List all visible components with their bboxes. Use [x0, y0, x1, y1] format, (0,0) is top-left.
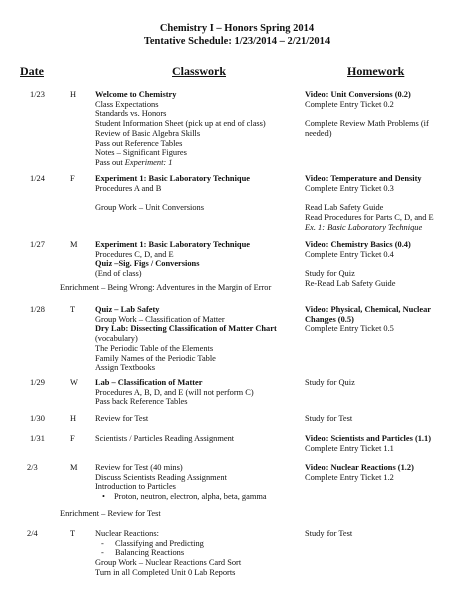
schedule-line [95, 119, 266, 129]
line-text: Introduction to Particles [95, 482, 176, 492]
schedule-line [95, 148, 266, 158]
schedule-line [305, 223, 434, 233]
line-text: Welcome to Chemistry [95, 90, 177, 99]
schedule-line [305, 378, 355, 388]
line-text: Video: Nuclear Reactions (1.2) [305, 463, 414, 472]
schedule-line [95, 378, 254, 388]
line-text: Quiz – Lab Safety [95, 305, 160, 314]
row-homework [305, 305, 431, 334]
line-text: Review of Basic Algebra Skills [95, 128, 201, 138]
row-classwork [95, 434, 234, 444]
line-text: Family Names of the Periodic Table [95, 353, 216, 363]
line-text: Procedures A, B, D, and E (will not perform C) [95, 387, 254, 397]
row-date: 1/30 [30, 414, 45, 423]
line-text: Re-Read Lab Safety Guide [305, 278, 396, 288]
line-text: Classifying and Predicting [115, 538, 204, 548]
schedule-line [305, 109, 429, 119]
schedule-line [305, 100, 429, 110]
schedule-line [95, 414, 148, 424]
schedule-line [305, 129, 429, 139]
schedule-line [95, 334, 277, 344]
line-text: Review for Test [95, 414, 149, 423]
schedule-line [305, 203, 434, 213]
schedule-line [95, 90, 266, 100]
line-text: Proton, neutron, electron, alpha, beta, gamma [114, 492, 267, 502]
line-text: Group Work – Nuclear Reactions Card Sort [95, 558, 242, 568]
line-text: Turn in all Completed Unit 0 Lab Reports [95, 567, 236, 577]
line-text: needed) [305, 128, 332, 138]
line-text: Study for Test [305, 414, 353, 423]
line-text: Read Lab Safety Guide [305, 203, 384, 213]
schedule-line [95, 324, 277, 334]
line-text: Video: Unit Conversions (0.2) [305, 90, 411, 99]
row-classwork [95, 305, 277, 373]
line-text: Video: Chemistry Basics (0.4) [305, 240, 411, 249]
line-text: Lab – Classification of Matter [95, 378, 203, 387]
line-text: Notes – Significant Figures [95, 148, 187, 158]
line-text: Procedures C, D, and E [95, 249, 174, 259]
row-classwork [95, 240, 250, 279]
row-day: T [70, 305, 76, 314]
schedule-line [95, 203, 250, 213]
schedule-line [95, 482, 267, 492]
schedule-line [305, 119, 429, 129]
enrichment-note: Enrichment – Review for Test [60, 509, 161, 518]
schedule-line [95, 434, 234, 444]
row-homework [305, 414, 352, 424]
line-text: Balancing Reactions [115, 548, 185, 558]
line-text: Student Information Sheet (pick up at end of class) [95, 119, 266, 129]
schedule-line [95, 109, 266, 119]
schedule-line [95, 539, 241, 549]
schedule-line [305, 259, 411, 269]
line-text: Study for Quiz [305, 269, 355, 279]
row-date: 1/23 [30, 90, 45, 99]
line-text: Study for Test [305, 529, 353, 538]
schedule-line [95, 184, 250, 194]
schedule-line [305, 279, 411, 289]
line-text: Complete Entry Ticket 1.1 [305, 443, 394, 453]
schedule-line [95, 463, 267, 473]
header-date: Date [20, 64, 44, 78]
line-text: The Periodic Table of the Elements [95, 343, 214, 353]
schedule-line [95, 473, 267, 483]
row-day: H [70, 90, 77, 99]
row-date: 2/3 [27, 463, 38, 472]
line-text: Procedures A and B [95, 183, 162, 193]
schedule-line [95, 315, 277, 325]
row-homework [305, 378, 355, 388]
line-text: Assign Textbooks [95, 363, 155, 373]
schedule-line [305, 305, 431, 315]
schedule-line [305, 213, 434, 223]
row-classwork [95, 414, 148, 424]
row-homework [305, 529, 352, 539]
schedule-line [305, 324, 431, 334]
line-text: Group Work – Classification of Matter [95, 314, 225, 324]
line-text: Complete Review Math Problems (if [305, 119, 429, 129]
line-italic-text: Experiment: 1 [124, 157, 173, 167]
schedule-line [95, 250, 250, 260]
row-day: F [70, 174, 75, 183]
row-classwork [95, 378, 254, 407]
line-text: Standards vs. Honors [95, 109, 167, 119]
line-text: Discuss Scientists Reading Assignment [95, 472, 227, 482]
row-day: H [70, 414, 77, 423]
schedule-line [305, 473, 414, 483]
schedule-line [95, 529, 241, 539]
schedule-line [95, 129, 266, 139]
line-text: Video: Temperature and Density [305, 174, 422, 183]
line-text: Read Procedures for Parts C, D, and E [305, 212, 434, 222]
line-text: Experiment 1: Basic Laboratory Technique [95, 240, 250, 249]
schedule-line [305, 90, 429, 100]
line-text: Changes (0.5) [305, 314, 354, 324]
schedule-line [305, 463, 414, 473]
schedule-line [95, 100, 266, 110]
row-date: 1/29 [30, 378, 45, 387]
schedule-line [95, 492, 267, 502]
page-title: Chemistry I – Honors Spring 2014 [159, 23, 315, 34]
schedule-line [95, 174, 250, 184]
header-homework: Homework [347, 64, 405, 78]
line-text: Dry Lab: Dissecting Classification of Matter Chart [95, 324, 277, 334]
line-text: Complete Entry Ticket 0.4 [305, 249, 394, 259]
line-text: Quiz –Sig. Figs / Conversions [95, 259, 200, 269]
row-classwork [95, 174, 250, 213]
row-date: 1/28 [30, 305, 45, 314]
schedule-line [305, 529, 352, 539]
row-homework [305, 90, 429, 139]
schedule-line [305, 315, 431, 325]
schedule-line [305, 444, 431, 454]
schedule-line [95, 259, 250, 269]
schedule-line [305, 240, 411, 250]
schedule-line [95, 568, 241, 578]
row-date: 1/24 [30, 174, 45, 183]
line-text: (vocabulary) [95, 334, 138, 344]
row-homework [305, 174, 434, 232]
schedule-line [95, 354, 277, 364]
header-classwork: Classwork [172, 64, 227, 78]
schedule-line [305, 269, 411, 279]
line-text: Nuclear Reactions: [95, 529, 159, 538]
row-homework [305, 463, 414, 482]
line-text: Review for Test (40 mins) [95, 463, 183, 472]
row-day: M [70, 240, 78, 249]
line-text: Ex. 1: Basic Laboratory Technique [305, 222, 423, 232]
line-text: Scientists / Particles Reading Assignment [95, 434, 235, 443]
schedule-line [305, 193, 434, 203]
schedule-line [95, 558, 241, 568]
schedule-line [305, 250, 411, 260]
line-text: Study for Quiz [305, 378, 355, 387]
schedule-line [305, 414, 352, 424]
line-text: (End of class) [95, 269, 142, 279]
schedule-line [95, 193, 250, 203]
schedule-line [305, 434, 431, 444]
schedule-line [95, 388, 254, 398]
row-homework [305, 434, 431, 453]
schedule-line [95, 397, 254, 407]
line-text: Complete Entry Ticket 0.2 [305, 99, 394, 109]
line-text: Class Expectations [95, 99, 159, 109]
line-text: Experiment 1: Basic Laboratory Technique [95, 174, 250, 183]
schedule-line [95, 305, 277, 315]
row-date: 1/31 [30, 434, 45, 443]
row-day: M [70, 463, 78, 472]
schedule-line [95, 269, 250, 279]
row-date: 2/4 [27, 529, 38, 538]
row-classwork [95, 529, 241, 578]
row-homework [305, 240, 411, 289]
line-text: Pass out [95, 157, 125, 167]
row-day: T [70, 529, 76, 538]
line-text: Complete Entry Ticket 0.3 [305, 183, 394, 193]
schedule-line [95, 240, 250, 250]
schedule-line [95, 548, 241, 558]
line-text: Video: Physical, Chemical, Nuclear [305, 305, 431, 314]
line-text: Pass back Reference Tables [95, 397, 188, 407]
enrichment-note: Enrichment – Being Wrong: Adventures in the Margin of Error [60, 283, 272, 292]
line-text: Complete Entry Ticket 0.5 [305, 324, 394, 334]
line-text: Video: Scientists and Particles (1.1) [305, 434, 431, 443]
schedule-line [305, 174, 434, 184]
row-classwork [95, 463, 267, 502]
line-text: Group Work – Unit Conversions [95, 203, 204, 213]
row-day: F [70, 434, 75, 443]
schedule-line [95, 158, 266, 168]
row-day: W [70, 378, 78, 387]
line-text: Complete Entry Ticket 1.2 [305, 472, 394, 482]
row-classwork [95, 90, 266, 168]
schedule-line [305, 184, 434, 194]
schedule-line [95, 363, 277, 373]
line-text: Pass out Reference Tables [95, 138, 183, 148]
row-date: 1/27 [30, 240, 45, 249]
schedule-line [95, 344, 277, 354]
schedule-line [95, 139, 266, 149]
page-subtitle: Tentative Schedule: 1/23/2014 – 2/21/2014 [143, 36, 331, 47]
